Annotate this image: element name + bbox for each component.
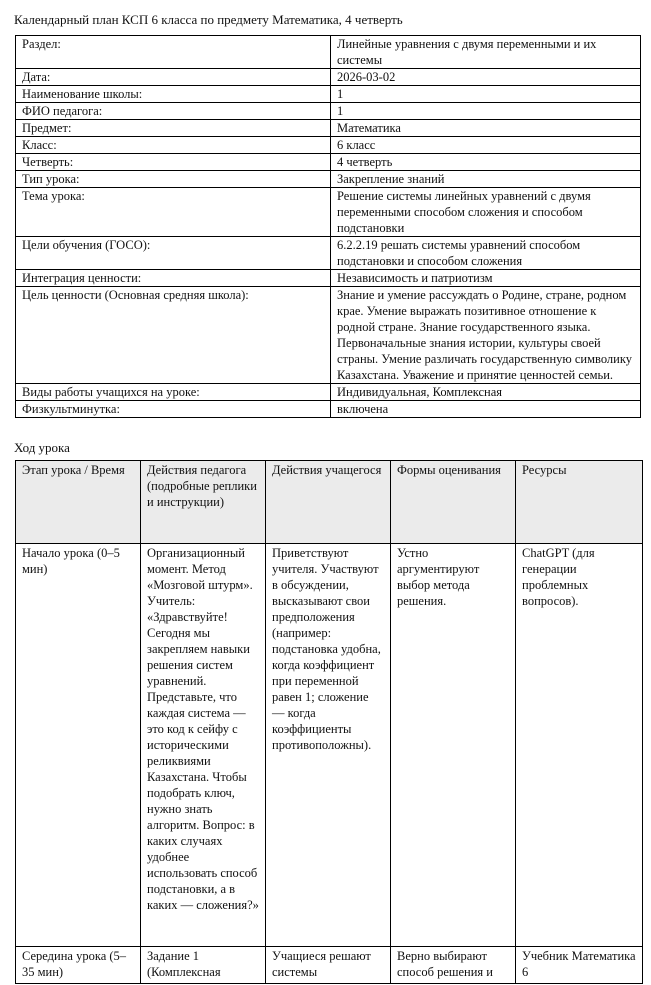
info-value: Закрепление знаний (331, 171, 641, 188)
info-row (16, 171, 641, 188)
table-cell: Середина урока (5–35 мин) (16, 947, 141, 984)
lesson-flow-table (15, 460, 643, 984)
info-value: включена (331, 401, 641, 418)
info-label: ФИО педагога: (16, 103, 331, 120)
info-label: Раздел: (16, 36, 331, 69)
info-label: Дата: (16, 69, 331, 86)
table-cell: Учебник Математика 6 (516, 947, 643, 984)
column-header: Действия педагога (подробные реплики и инструкции) (141, 461, 266, 544)
column-header: Этап урока / Время (16, 461, 141, 544)
info-row (16, 270, 641, 287)
info-label: Класс: (16, 137, 331, 154)
info-row (16, 120, 641, 137)
info-table (15, 35, 641, 418)
info-row (16, 287, 641, 384)
document-title: Календарный план КСП 6 класса по предмету Математика, 4 четверть (14, 12, 403, 27)
table-cell: Верно выбирают способ решения и (391, 947, 516, 984)
info-row (16, 384, 641, 401)
table-cell: Устно аргументируют выбор метода решения. (391, 544, 516, 947)
info-label: Четверть: (16, 154, 331, 171)
column-header: Ресурсы (516, 461, 643, 544)
column-header: Действия учащегося (266, 461, 391, 544)
info-row (16, 188, 641, 237)
info-value: Линейные уравнения с двумя переменными и их системы (331, 36, 641, 69)
column-header: Формы оценивания (391, 461, 516, 544)
info-value: Знание и умение рассуждать о Родине, стране, родном крае. Умение выражать позитивное отношение к родной стране. Знание государственного языка. Первоначальные знания истории, культуры своей страны. Умение различать государственную символику Казахстана. Уважение и принятие ценностей семьи. (331, 287, 641, 384)
info-label: Тема урока: (16, 188, 331, 237)
info-label: Предмет: (16, 120, 331, 137)
info-row (16, 401, 641, 418)
info-label: Интеграция ценности: (16, 270, 331, 287)
info-value: 1 (331, 103, 641, 120)
info-value: Решение системы линейных уравнений с двумя переменными способом сложения и способом подстановки (331, 188, 641, 237)
info-label: Физкультминутка: (16, 401, 331, 418)
info-label: Наименование школы: (16, 86, 331, 103)
table-row (16, 544, 643, 947)
table-cell: Учащиеся решают системы (266, 947, 391, 984)
info-value: 6.2.2.19 решать системы уравнений способом подстановки и способом сложения (331, 237, 641, 270)
table-header-row (16, 461, 643, 544)
table-cell: Организационный момент. Метод «Мозговой штурм». Учитель: «Здравствуйте! Сегодня мы закрепляем навыки решения систем уравнений. Представьте, что каждая система — это код к сейфу с историческими реликвиями Казахстана. Чтобы подобрать ключ, нужно знать алгоритм. Вопрос: в каких случаях удобнее использовать способ подстановки, а в каких — сложения?» (141, 544, 266, 947)
info-label: Виды работы учащихся на уроке: (16, 384, 331, 401)
info-row (16, 137, 641, 154)
info-value: 4 четверть (331, 154, 641, 171)
info-row (16, 154, 641, 171)
table-cell: ChatGPT (для генерации проблемных вопросов). (516, 544, 643, 947)
table-cell: Приветствуют учителя. Участвуют в обсуждении, высказывают свои предположения (например: подстановка удобна, когда коэффициент при переменной равен 1; сложение — когда коэффициенты противоположны). (266, 544, 391, 947)
info-row (16, 103, 641, 120)
info-value: Математика (331, 120, 641, 137)
info-value: 2026-03-02 (331, 69, 641, 86)
table-row (16, 947, 643, 984)
table-cell: Начало урока (0–5 мин) (16, 544, 141, 947)
info-label: Цели обучения (ГОСО): (16, 237, 331, 270)
info-label: Тип урока: (16, 171, 331, 188)
table-cell: Задание 1 (Комплексная (141, 947, 266, 984)
info-row (16, 86, 641, 103)
info-value: Индивидуальная, Комплексная (331, 384, 641, 401)
info-row (16, 69, 641, 86)
info-row (16, 237, 641, 270)
info-row (16, 36, 641, 69)
lesson-flow-title: Ход урока (14, 440, 70, 455)
info-label: Цель ценности (Основная средняя школа): (16, 287, 331, 384)
info-value: 1 (331, 86, 641, 103)
info-value: Независимость и патриотизм (331, 270, 641, 287)
info-value: 6 класс (331, 137, 641, 154)
